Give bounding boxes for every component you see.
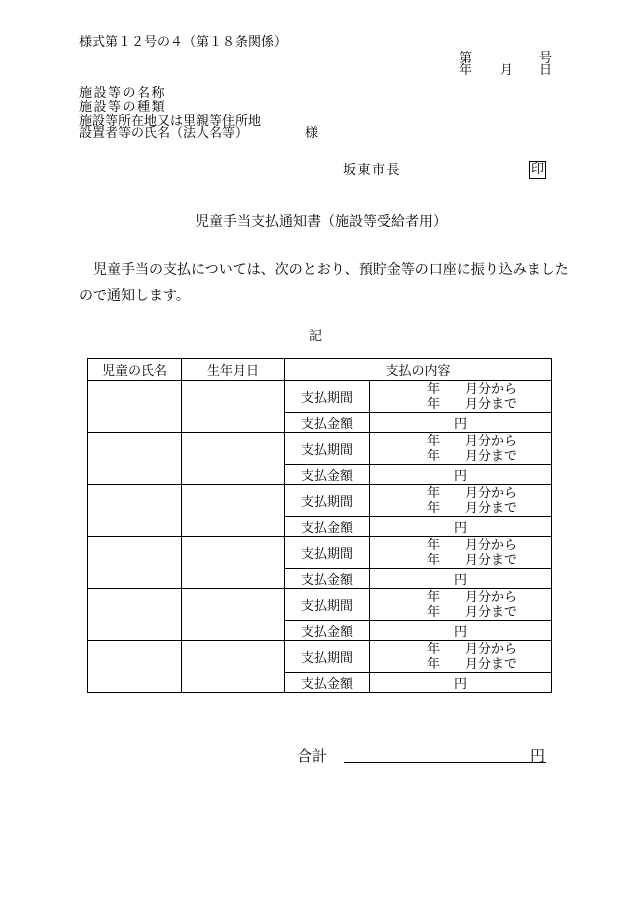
amount-unit: 円	[453, 677, 467, 692]
period-cell[interactable]	[370, 485, 552, 517]
child-name-cell[interactable]	[88, 433, 182, 485]
period-to: 月分まで	[465, 552, 518, 568]
amount-label: 支払金額	[285, 465, 370, 485]
period-cell[interactable]	[370, 641, 552, 673]
period-year-to: 年	[427, 396, 441, 412]
period-label: 支払期間	[285, 433, 370, 465]
facility-address-label: 施設等所在地又は里親等住所地	[79, 114, 262, 129]
body-text-line1: 児童手当の支払については、次のとおり、預貯金等の口座に振り込みました	[93, 262, 569, 278]
period-year-to: 年	[427, 604, 441, 620]
period-to: 月分まで	[465, 604, 518, 620]
table-row	[88, 433, 552, 465]
period-from: 月分から	[465, 485, 518, 501]
amount-cell[interactable]	[370, 621, 552, 641]
child-name-cell[interactable]	[88, 381, 182, 433]
birth-date-cell[interactable]	[182, 433, 285, 485]
period-label: 支払期間	[285, 641, 370, 673]
header-birth-date: 生年月日	[182, 359, 285, 381]
period-label: 支払期間	[285, 485, 370, 517]
payment-table	[87, 358, 552, 693]
body-text-line2: ので通知します。	[79, 288, 190, 304]
table-row	[88, 641, 552, 673]
period-label: 支払期間	[285, 537, 370, 569]
form-number: 様式第１２号の４（第１８条関係）	[79, 35, 288, 50]
period-to: 月分まで	[465, 656, 518, 672]
period-from: 月分から	[465, 381, 518, 397]
child-name-cell[interactable]	[88, 641, 182, 693]
header-payment-content: 支払の内容	[285, 359, 552, 381]
issuer: 坂東市長	[343, 163, 402, 178]
table-row	[88, 537, 552, 569]
ki-marker: 記	[309, 329, 323, 344]
document-title: 児童手当支払通知書（施設等受給者用）	[195, 214, 447, 230]
amount-cell[interactable]	[370, 673, 552, 693]
amount-cell[interactable]	[370, 569, 552, 589]
child-name-cell[interactable]	[88, 589, 182, 641]
amount-unit: 円	[453, 469, 467, 484]
period-to: 月分まで	[465, 396, 518, 412]
birth-date-cell[interactable]	[182, 485, 285, 537]
facility-type-label: 施設等の種類	[79, 100, 167, 115]
period-cell[interactable]	[370, 381, 552, 413]
amount-cell[interactable]	[370, 413, 552, 433]
period-year-to: 年	[427, 552, 441, 568]
period-year-to: 年	[427, 448, 441, 464]
period-from: 月分から	[465, 537, 518, 553]
period-label: 支払期間	[285, 381, 370, 413]
table-row	[88, 485, 552, 517]
honorific: 様	[305, 126, 319, 141]
child-name-cell[interactable]	[88, 537, 182, 589]
period-cell[interactable]	[370, 537, 552, 569]
period-to: 月分まで	[465, 448, 518, 464]
period-year-from: 年	[427, 485, 441, 501]
period-cell[interactable]	[370, 433, 552, 465]
amount-label: 支払金額	[285, 413, 370, 433]
table-row	[88, 381, 552, 413]
amount-unit: 円	[453, 521, 467, 536]
birth-date-cell[interactable]	[182, 537, 285, 589]
birth-date-cell[interactable]	[182, 381, 285, 433]
period-year-from: 年	[427, 641, 441, 657]
period-from: 月分から	[465, 433, 518, 449]
period-to: 月分まで	[465, 500, 518, 516]
facility-name-label: 施設等の名称	[79, 86, 167, 101]
total-label: 合計	[297, 747, 328, 765]
date-month: 月	[500, 63, 514, 78]
table-row	[88, 589, 552, 621]
date-year: 年	[459, 63, 473, 78]
amount-label: 支払金額	[285, 673, 370, 693]
birth-date-cell[interactable]	[182, 641, 285, 693]
amount-cell[interactable]	[370, 465, 552, 485]
period-year-from: 年	[427, 589, 441, 605]
period-from: 月分から	[465, 641, 518, 657]
table-header-row	[88, 359, 552, 381]
amount-cell[interactable]	[370, 517, 552, 537]
birth-date-cell[interactable]	[182, 589, 285, 641]
doc-number-prefix: 第	[459, 51, 473, 66]
doc-number-suffix: 号	[539, 51, 553, 66]
date-day: 日	[539, 63, 553, 78]
period-cell[interactable]	[370, 589, 552, 621]
header-child-name: 児童の氏名	[88, 359, 182, 381]
establisher-name-label: 設置者等の氏名（法人名等）	[79, 126, 249, 141]
child-name-cell[interactable]	[88, 485, 182, 537]
period-year-to: 年	[427, 500, 441, 516]
period-year-from: 年	[427, 381, 441, 397]
period-from: 月分から	[465, 589, 518, 605]
amount-unit: 円	[453, 573, 467, 588]
amount-label: 支払金額	[285, 569, 370, 589]
period-year-from: 年	[427, 433, 441, 449]
period-year-from: 年	[427, 537, 441, 553]
amount-unit: 円	[453, 417, 467, 432]
amount-label: 支払金額	[285, 621, 370, 641]
period-label: 支払期間	[285, 589, 370, 621]
amount-label: 支払金額	[285, 517, 370, 537]
total-amount-field[interactable]	[344, 762, 546, 763]
total-unit: 円	[530, 747, 546, 765]
period-year-to: 年	[427, 656, 441, 672]
seal-mark: 印	[531, 162, 545, 177]
amount-unit: 円	[453, 625, 467, 640]
